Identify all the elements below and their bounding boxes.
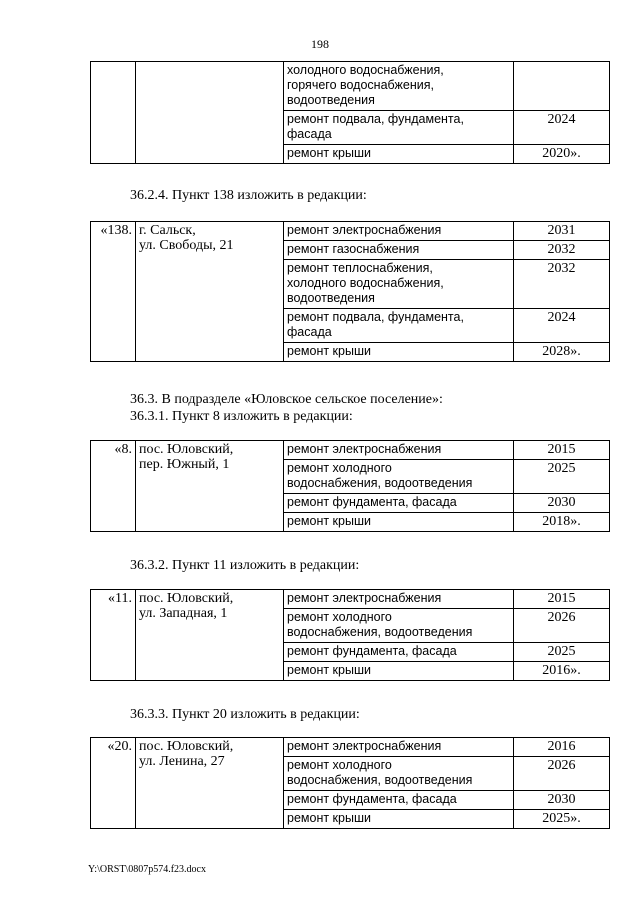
- work-type-line: ремонт газоснабжения: [287, 242, 420, 256]
- work-type-cell: [284, 757, 514, 791]
- page-number: 198: [311, 37, 329, 51]
- work-type-cell: [284, 662, 514, 681]
- item-138-table: [90, 221, 610, 362]
- item-20-table: [90, 737, 610, 829]
- work-type-cell: [284, 343, 514, 362]
- work-type-cell: [284, 494, 514, 513]
- work-type-line: фасада: [287, 127, 332, 141]
- work-type-line: ремонт электроснабжения: [287, 591, 442, 605]
- address-cell: [136, 590, 284, 681]
- address-cell: [136, 222, 284, 362]
- year-cell: 2025: [514, 643, 610, 662]
- item-number: [91, 62, 136, 164]
- year-cell: 2026: [514, 757, 610, 791]
- year-cell: 2024: [514, 111, 610, 145]
- item-number: «8.: [91, 441, 136, 532]
- year-cell: 2032: [514, 241, 610, 260]
- work-type-cell: [284, 145, 514, 164]
- work-type-line: водоснабжения, водоотведения: [287, 773, 473, 787]
- year-cell: 2028».: [514, 343, 610, 362]
- work-type-line: ремонт холодного: [287, 461, 392, 475]
- work-type-cell: [284, 590, 514, 609]
- year-cell: 2032: [514, 260, 610, 309]
- address-line: ул. Свободы, 21: [139, 238, 234, 253]
- year-cell: 2020».: [514, 145, 610, 164]
- address-line: пос. Юловский,: [139, 739, 234, 754]
- year-cell: 2016: [514, 738, 610, 757]
- year-cell: 2025».: [514, 810, 610, 829]
- work-type-line: фасада: [287, 325, 332, 339]
- work-type-cell: [284, 241, 514, 260]
- work-type-cell: [284, 609, 514, 643]
- address-line: ул. Ленина, 27: [139, 754, 225, 769]
- work-type-line: ремонт холодного: [287, 758, 392, 772]
- year-cell: 2018».: [514, 513, 610, 532]
- address-line: пер. Южный, 1: [139, 457, 230, 472]
- year-cell: 2031: [514, 222, 610, 241]
- work-type-line: ремонт электроснабжения: [287, 223, 442, 237]
- work-type-cell: [284, 460, 514, 494]
- table-row: [91, 441, 610, 460]
- work-type-line: ремонт крыши: [287, 514, 371, 528]
- table-row: [91, 738, 610, 757]
- year-cell: 2030: [514, 494, 610, 513]
- work-type-line: водоотведения: [287, 291, 375, 305]
- work-type-line: ремонт крыши: [287, 344, 371, 358]
- work-type-line: горячего водоснабжения,: [287, 78, 434, 92]
- work-type-line: ремонт крыши: [287, 146, 371, 160]
- work-type-cell: [284, 441, 514, 460]
- continuation-table: [90, 61, 610, 164]
- paragraph-36-3: 36.3. В подразделе «Юловское сельское поселение»:: [130, 392, 443, 407]
- item-number: «20.: [91, 738, 136, 829]
- year-cell: 2030: [514, 791, 610, 810]
- paragraph-36-3-1: 36.3.1. Пункт 8 изложить в редакции:: [130, 409, 353, 424]
- work-type-cell: [284, 260, 514, 309]
- work-type-line: ремонт подвала, фундамента,: [287, 112, 464, 126]
- work-type-cell: [284, 810, 514, 829]
- work-type-line: ремонт электроснабжения: [287, 442, 442, 456]
- table-row: [91, 222, 610, 241]
- year-cell: 2024: [514, 309, 610, 343]
- work-type-cell: [284, 513, 514, 532]
- work-type-line: водоснабжения, водоотведения: [287, 476, 473, 490]
- work-type-line: ремонт фундамента, фасада: [287, 495, 457, 509]
- work-type-cell: [284, 791, 514, 810]
- item-8-table: [90, 440, 610, 532]
- work-type-line: водоотведения: [287, 93, 375, 107]
- work-type-cell: [284, 222, 514, 241]
- work-type-line: ремонт электроснабжения: [287, 739, 442, 753]
- work-type-line: ремонт теплоснабжения,: [287, 261, 433, 275]
- work-type-line: ремонт крыши: [287, 811, 371, 825]
- work-type-cell: [284, 111, 514, 145]
- year-cell: [514, 62, 610, 111]
- year-cell: 2025: [514, 460, 610, 494]
- work-type-line: ремонт холодного: [287, 610, 392, 624]
- year-cell: 2015: [514, 441, 610, 460]
- work-type-cell: [284, 738, 514, 757]
- item-number: «138.: [91, 222, 136, 362]
- item-11-table: [90, 589, 610, 681]
- table-row: [91, 62, 610, 111]
- year-cell: 2015: [514, 590, 610, 609]
- work-type-line: ремонт подвала, фундамента,: [287, 310, 464, 324]
- paragraph-36-3-3: 36.3.3. Пункт 20 изложить в редакции:: [130, 707, 360, 722]
- work-type-cell: [284, 643, 514, 662]
- table-row: [91, 590, 610, 609]
- work-type-line: водоснабжения, водоотведения: [287, 625, 473, 639]
- address-line: пос. Юловский,: [139, 442, 234, 457]
- work-type-line: холодного водоснабжения,: [287, 63, 444, 77]
- address-cell: [136, 441, 284, 532]
- address-cell: [136, 62, 284, 164]
- work-type-cell: [284, 62, 514, 111]
- work-type-line: холодного водоснабжения,: [287, 276, 444, 290]
- work-type-line: ремонт крыши: [287, 663, 371, 677]
- year-cell: 2026: [514, 609, 610, 643]
- work-type-line: ремонт фундамента, фасада: [287, 792, 457, 806]
- paragraph-36-3-2: 36.3.2. Пункт 11 изложить в редакции:: [130, 558, 360, 573]
- address-line: ул. Западная, 1: [139, 606, 228, 621]
- year-cell: 2016».: [514, 662, 610, 681]
- work-type-cell: [284, 309, 514, 343]
- item-number: «11.: [91, 590, 136, 681]
- address-line: г. Сальск,: [139, 223, 196, 238]
- address-cell: [136, 738, 284, 829]
- address-line: пос. Юловский,: [139, 591, 234, 606]
- paragraph-36-2-4: 36.2.4. Пункт 138 изложить в редакции:: [130, 188, 367, 203]
- work-type-line: ремонт фундамента, фасада: [287, 644, 457, 658]
- file-path-footer: Y:\ORST\0807p574.f23.docx: [88, 864, 206, 875]
